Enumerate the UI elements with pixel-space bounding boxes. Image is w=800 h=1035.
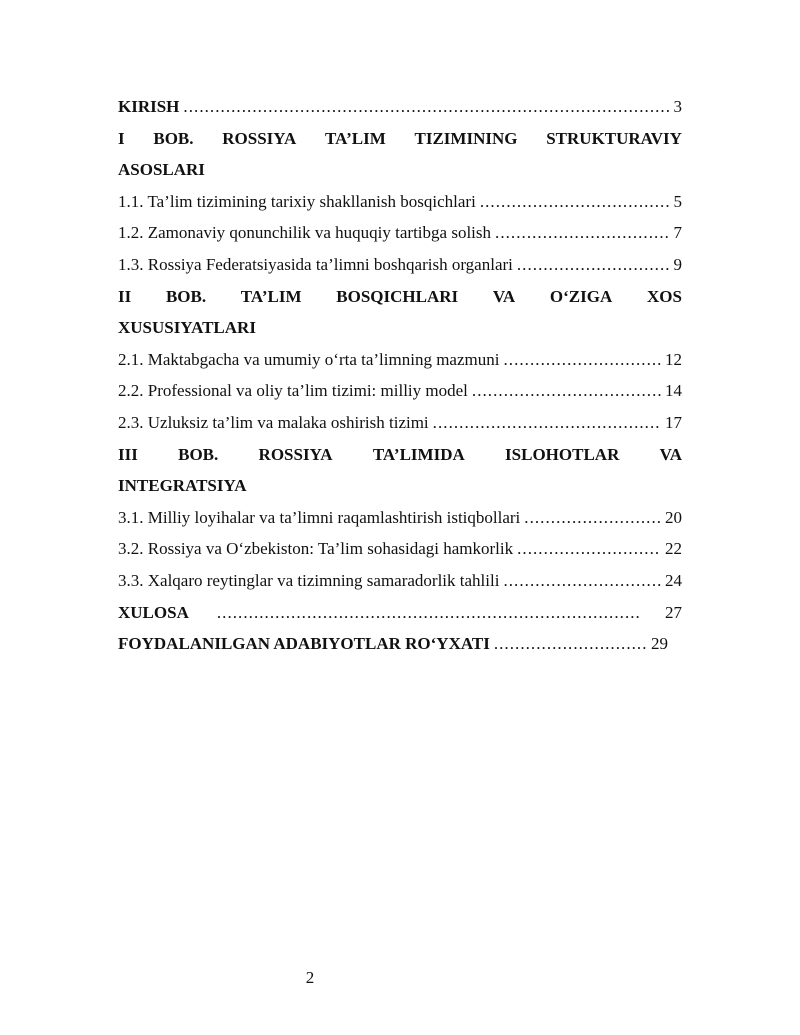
dot-leader [433, 407, 661, 439]
dot-leader [217, 597, 639, 629]
chapter-word: VA [659, 444, 682, 464]
chapter-word: BOB. [165, 286, 207, 306]
dot-leader [517, 249, 670, 281]
toc-entry-page: 17 [665, 412, 682, 432]
toc-entry-title: XULOSA [118, 602, 189, 622]
toc-entry-page: 5 [673, 191, 682, 211]
chapter-word: II [118, 286, 132, 306]
chapter-word: STRUKTURAVIY [546, 128, 682, 148]
dot-leader [495, 217, 669, 249]
dot-leader [183, 91, 669, 123]
chapter-word: TIZIMINING [414, 128, 518, 148]
toc-entry-kirish [118, 91, 682, 123]
toc-entry-title: 2.3. Uzluksiz ta’lim va malaka oshirish tizimi [118, 412, 429, 432]
chapter-heading-2 [118, 281, 682, 313]
chapter-heading-3-line2: INTEGRATSIYA [118, 476, 247, 496]
toc-entry-3-2 [118, 533, 682, 565]
dot-leader [494, 628, 647, 660]
toc-entry-page: 29 [651, 634, 668, 654]
toc-entry-adabiyotlar [118, 628, 682, 660]
toc-entry-title: 3.3. Xalqaro reytinglar va tizimning samaradorlik tahlili [118, 570, 500, 590]
chapter-word: XOS [646, 286, 682, 306]
toc-entry-page: 9 [673, 254, 682, 274]
toc-entry-page: 22 [665, 539, 682, 559]
toc-entry-title: 1.2. Zamonaviy qonunchilik va huquqiy tartibga solish [118, 223, 492, 243]
toc-entry-title: 2.1. Maktabgacha va umumiy o‘rta ta’limning mazmuni [118, 349, 500, 369]
chapter-word: ROSSIYA [222, 128, 297, 148]
toc-entry-title: 3.2. Rossiya va O‘zbekiston: Ta’lim sohasidagi hamkorlik [118, 539, 514, 559]
toc-entry-1-2 [118, 217, 682, 249]
dot-leader [524, 502, 661, 534]
dot-leader [517, 533, 661, 565]
toc-entry-page: 27 [665, 602, 682, 622]
toc-entry-2-1 [118, 344, 682, 376]
toc-entry-title: 1.1. Ta’lim tizimining tarixiy shakllanish bosqichlari [118, 191, 476, 211]
chapter-heading-2-line2: XUSUSIYATLARI [118, 318, 256, 338]
dot-leader [503, 344, 661, 376]
toc-entry-title: KIRISH [118, 97, 180, 116]
chapter-word: III [118, 444, 138, 464]
chapter-word: O‘ZIGA [549, 286, 613, 306]
toc-entry-1-1 [118, 186, 682, 218]
chapter-word: BOB. [153, 128, 194, 148]
table-of-contents [118, 91, 682, 660]
toc-entry-1-3 [118, 249, 682, 281]
dot-leader [503, 565, 661, 597]
chapter-heading-1-line2: ASOSLARI [118, 160, 205, 180]
chapter-word: I [118, 128, 125, 148]
chapter-word: TA’LIMIDA [372, 444, 465, 464]
page-number: 2 [305, 968, 315, 987]
dot-leader [472, 375, 661, 407]
chapter-word: ROSSIYA [258, 444, 333, 464]
dot-leader [480, 186, 670, 218]
chapter-word: VA [492, 286, 516, 306]
toc-entry-xulosa [118, 597, 682, 629]
toc-entry-page: 12 [665, 349, 682, 369]
toc-entry-page: 24 [665, 570, 682, 590]
chapter-word: BOSQICHLARI [336, 286, 459, 306]
toc-entry-title: 1.3. Rossiya Federatsiyasida ta’limni boshqarish organlari [118, 254, 513, 274]
toc-entry-2-2 [118, 375, 682, 407]
toc-entry-page: 14 [665, 381, 682, 401]
toc-entry-2-3 [118, 407, 682, 439]
toc-entry-3-3 [118, 565, 682, 597]
toc-entry-page: 20 [665, 507, 682, 527]
toc-entry-page: 7 [673, 223, 682, 243]
chapter-word: TA’LIM [240, 286, 302, 306]
chapter-word: ISLOHOTLAR [505, 444, 620, 464]
chapter-heading-3 [118, 439, 682, 471]
toc-entry-title: 3.1. Milliy loyihalar va ta’limni raqamlashtirish istiqbollari [118, 507, 521, 527]
chapter-heading-1 [118, 123, 682, 155]
chapter-word: BOB. [178, 444, 219, 464]
toc-entry-3-1 [118, 502, 682, 534]
toc-entry-title: FOYDALANILGAN ADABIYOTLAR RO‘YXATI [118, 634, 490, 654]
toc-entry-page: 3 [673, 97, 682, 116]
chapter-word: TA’LIM [325, 128, 386, 148]
toc-entry-title: 2.2. Professional va oliy ta’lim tizimi: milliy model [118, 381, 468, 401]
